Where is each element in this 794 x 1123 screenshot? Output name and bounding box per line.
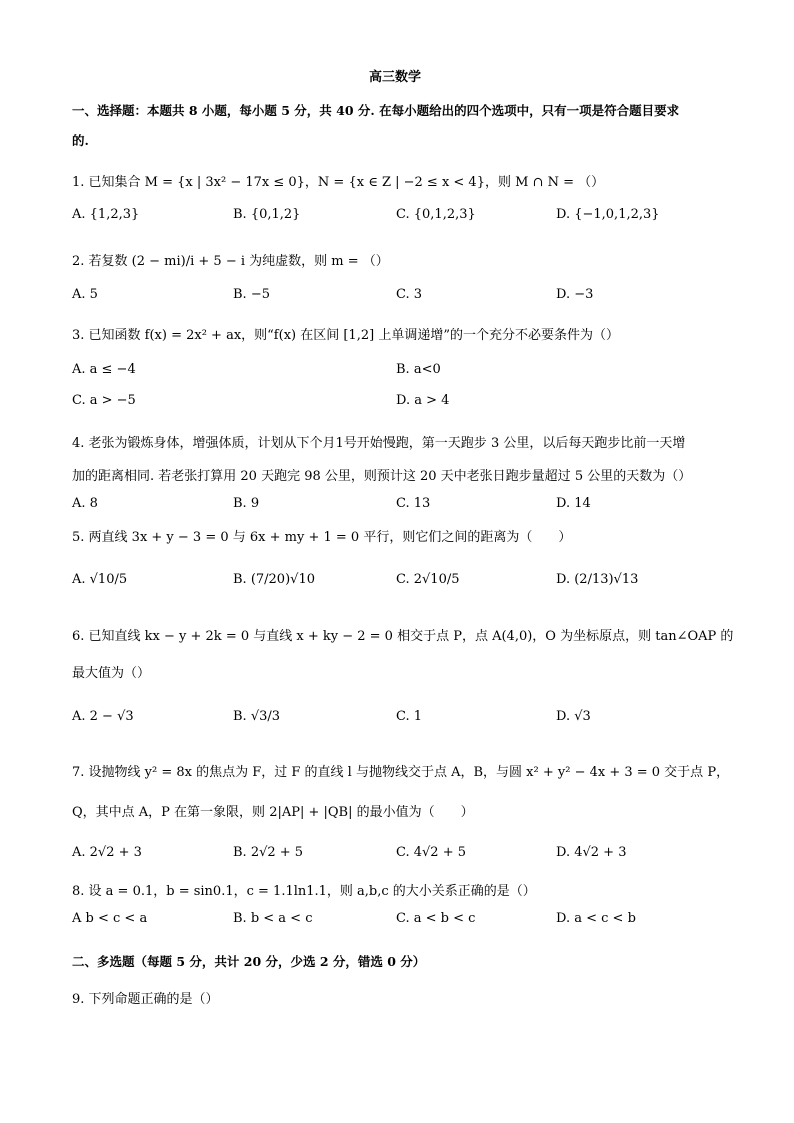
q3-option-c: C. a > −5 (72, 393, 136, 408)
q1-option-a: A. {1,2,3} (72, 207, 140, 222)
question-6-stem-cont: 最大值为（） (72, 666, 151, 681)
q5-option-a: A. √10/5 (72, 572, 128, 587)
section-2-heading: 二、多选题（每题 5 分，共计 20 分，少选 2 分，错选 0 分） (72, 954, 426, 969)
q8-option-b: B. b < a < c (233, 911, 313, 926)
q8-option-c: C. a < b < c (396, 911, 476, 926)
q5-option-b: B. (7/20)√10 (233, 572, 315, 587)
section-heading-cont: 的. (72, 133, 89, 148)
q1-option-c: C. {0,1,2,3} (396, 207, 476, 222)
q3-option-a: A. a ≤ −4 (72, 362, 136, 377)
q6-option-c: C. 1 (396, 709, 423, 724)
question-7-stem: 7. 设抛物线 y² = 8x 的焦点为 F，过 F 的直线 l 与抛物线交于点 A，B，与圆 x² + y² − 4x + 3 = 0 交于点 P， (72, 765, 730, 780)
q2-option-d: D. −3 (556, 287, 594, 302)
question-8-stem: 8. 设 a = 0.1，b = sin0.1，c = 1.1ln1.1，则 a,b,c 的大小关系正确的是（） (72, 884, 536, 899)
q1-option-b: B. {0,1,2} (233, 207, 301, 222)
q6-option-a: A. 2 − √3 (72, 709, 134, 724)
q1-option-d: D. {−1,0,1,2,3} (556, 207, 660, 222)
q2-option-c: C. 3 (396, 287, 423, 302)
q4-option-a: A. 8 (72, 496, 98, 511)
question-9-stem: 9. 下列命题正确的是（） (72, 992, 219, 1007)
q3-option-d: D. a > 4 (396, 393, 450, 408)
q5-option-c: C. 2√10/5 (396, 572, 460, 587)
q8-option-d: D. a < c < b (556, 911, 636, 926)
question-3-stem: 3. 已知函数 f(x) = 2x² + ax，则“f(x) 在区间 [1,2] 上单调递增”的一个充分不必要条件为（） (72, 328, 619, 343)
question-2-stem: 2. 若复数 (2 − mi)/i + 5 − i 为纯虚数，则 m = （） (72, 254, 389, 269)
q6-option-d: D. √3 (556, 709, 591, 724)
question-1-stem: 1. 已知集合 M = {x | 3x² − 17x ≤ 0}，N = {x ∈ Z | −2 ≤ x < 4}，则 M ∩ N = （） (72, 175, 605, 190)
question-6-stem: 6. 已知直线 kx − y + 2k = 0 与直线 x + ky − 2 = 0 相交于点 P，点 A(4,0)，O 为坐标原点，则 tan∠OAP 的 (72, 629, 734, 644)
q2-option-b: B. −5 (233, 287, 270, 302)
question-7-stem-cont: Q，其中点 A，P 在第一象限，则 2|AP| + |QB| 的最小值为（ ） (72, 805, 474, 820)
section-heading: 一、选择题：本题共 8 小题，每小题 5 分，共 40 分. 在每小题给出的四个选项中，只有一项是符合题目要求 (72, 103, 680, 118)
q7-option-c: C. 4√2 + 5 (396, 845, 467, 860)
question-5-stem: 5. 两直线 3x + y − 3 = 0 与 6x + my + 1 = 0 平行，则它们之间的距离为（ ） (72, 530, 572, 545)
q4-option-c: C. 13 (396, 496, 431, 511)
page-title: 高三数学 (369, 70, 422, 85)
q6-option-b: B. √3/3 (233, 709, 281, 724)
q7-option-d: D. 4√2 + 3 (556, 845, 627, 860)
q7-option-a: A. 2√2 + 3 (72, 845, 142, 860)
q4-option-b: B. 9 (233, 496, 260, 511)
question-4-stem: 4. 老张为锻炼身体，增强体质，计划从下个月1号开始慢跑，第一天跑步 3 公里，以后每天跑步比前一天增 (72, 436, 686, 451)
q2-option-a: A. 5 (72, 287, 98, 302)
q7-option-b: B. 2√2 + 5 (233, 845, 304, 860)
question-4-stem-cont: 加的距离相同. 若老张打算用 20 天跑完 98 公里，则预计这 20 天中老张日跑步量超过 5 公里的天数为（） (72, 469, 692, 484)
q5-option-d: D. (2/13)√13 (556, 572, 639, 587)
q4-option-d: D. 14 (556, 496, 591, 511)
q3-option-b: B. a<0 (396, 362, 441, 377)
q8-option-a: A b < c < a (72, 911, 148, 926)
